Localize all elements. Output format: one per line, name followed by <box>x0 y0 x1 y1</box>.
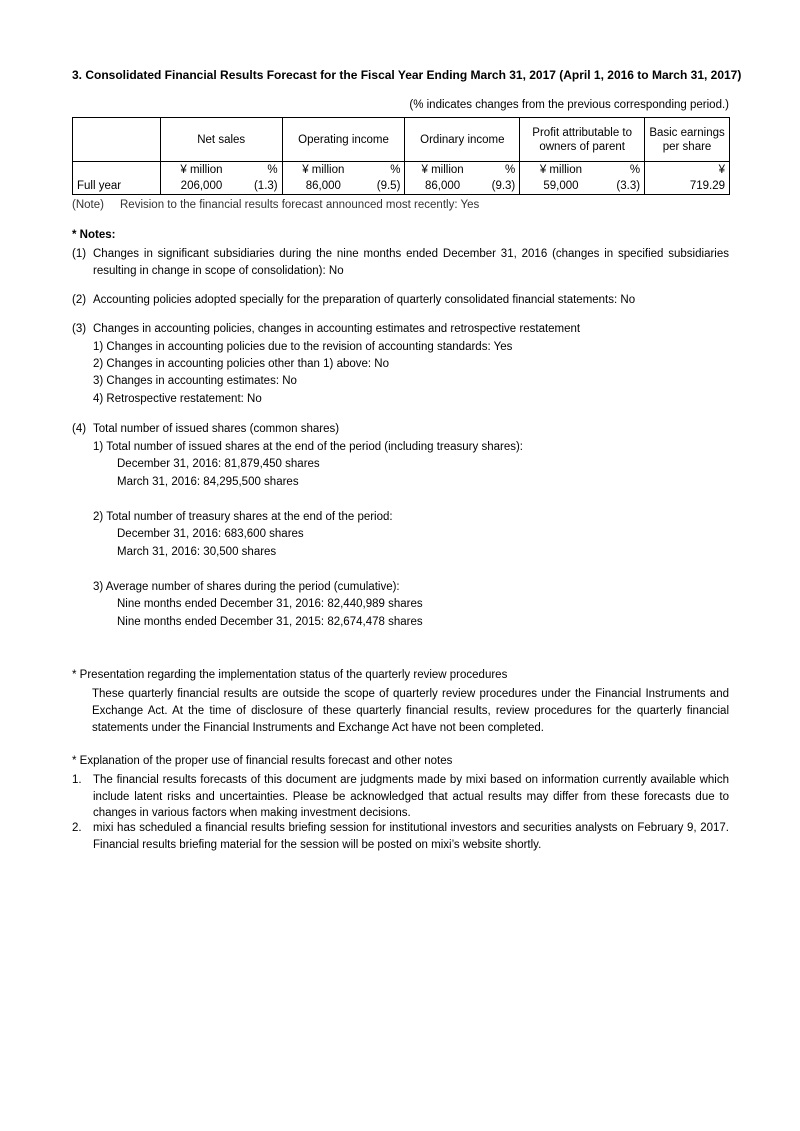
average-shares-line: Nine months ended December 31, 2015: 82,674,478 shares <box>117 616 423 628</box>
forecast-table <box>72 117 730 195</box>
table-caption: (% indicates changes from the previous corresponding period.) <box>409 99 729 111</box>
note-3 <box>72 321 729 338</box>
review-text: These quarterly financial results are outside the scope of quarterly review procedures under the Financial Instruments and Exchange Act. At the time of disclosure of these quarterly financial results, review procedures for the quarterly financial statements under the Financial Instruments and Exchange Act have not been completed. <box>92 688 729 734</box>
treasury-shares-line: December 31, 2016: 683,600 shares <box>117 528 304 540</box>
notes-heading: * Notes: <box>72 229 116 241</box>
note-3-item: 3) Changes in accounting estimates: No <box>93 375 297 387</box>
operating-income-value: 86,000 <box>282 178 364 195</box>
note-number: (2) <box>72 294 87 306</box>
section-title: 3. Consolidated Financial Results Forecast for the Fiscal Year Ending March 31, 2017 (April 1, 2016 to March 31, 2017) <box>72 68 742 82</box>
note-3-item: 4) Retrospective restatement: No <box>93 393 262 405</box>
note-label: (Note) <box>72 199 104 211</box>
shares-issued-label: 1) Total number of issued shares at the end of the period (including treasury shares): <box>93 441 523 453</box>
note-2 <box>72 292 729 309</box>
units-label <box>73 162 161 179</box>
header-empty <box>73 118 161 162</box>
net-sales-pct: (1.3) <box>242 178 282 195</box>
note-text: Revision to the financial results forecast announced most recently: Yes <box>120 199 480 211</box>
header-operating-income: Operating income <box>282 118 405 162</box>
net-sales-value: 206,000 <box>160 178 242 195</box>
explanation-heading: * Explanation of the proper use of financial results forecast and other notes <box>72 755 453 767</box>
table-row <box>73 178 730 195</box>
note-number: (3) <box>72 323 87 335</box>
header-profit: Profit attributable to owners of parent <box>520 118 645 162</box>
profit-value: 59,000 <box>520 178 602 195</box>
header-ordinary-income: Ordinary income <box>405 118 520 162</box>
note-text: Changes in significant subsidiaries during the nine months ended December 31, 2016 (changes in specified subsidiaries resulting in change in scope of consolidation): No <box>93 248 729 277</box>
table-note <box>72 199 479 211</box>
note-text: Changes in accounting policies, changes in accounting estimates and retrospective restatement <box>93 323 581 335</box>
item-number: 2. <box>72 822 82 834</box>
note-3-item: 2) Changes in accounting policies other than 1) above: No <box>93 358 389 370</box>
review-heading: * Presentation regarding the implementation status of the quarterly review procedures <box>72 669 508 681</box>
unit-amount: ¥ million <box>282 162 364 179</box>
profit-pct: (3.3) <box>602 178 645 195</box>
unit-pct: % <box>242 162 282 179</box>
table-units-row <box>73 162 730 179</box>
item-text: mixi has scheduled a financial results briefing session for institutional investors and securities analysts on February 9, 2017. Financial results briefing material for the session will be posted on mixi’s website shortly. <box>93 822 729 851</box>
average-shares-line: Nine months ended December 31, 2016: 82,440,989 shares <box>117 598 423 610</box>
average-shares-label: 3) Average number of shares during the period (cumulative): <box>93 581 400 593</box>
explanation-item-2 <box>72 820 729 853</box>
explanation-item-1 <box>72 772 729 822</box>
header-net-sales: Net sales <box>160 118 282 162</box>
treasury-shares-line: March 31, 2016: 30,500 shares <box>117 546 277 558</box>
note-text: Accounting policies adopted specially for the preparation of quarterly consolidated financial statements: No <box>93 294 636 306</box>
note-3-item: 1) Changes in accounting policies due to the revision of accounting standards: Yes <box>93 341 513 353</box>
operating-income-pct: (9.5) <box>364 178 405 195</box>
unit-pct: % <box>602 162 645 179</box>
shares-issued-line: December 31, 2016: 81,879,450 shares <box>117 458 320 470</box>
unit-pct: % <box>480 162 520 179</box>
unit-amount: ¥ million <box>160 162 242 179</box>
note-number: (1) <box>72 248 87 260</box>
unit-pct: % <box>364 162 405 179</box>
unit-amount: ¥ million <box>520 162 602 179</box>
unit-amount: ¥ million <box>405 162 480 179</box>
note-1 <box>72 246 729 280</box>
treasury-shares-label: 2) Total number of treasury shares at the end of the period: <box>93 511 393 523</box>
header-eps: Basic earnings per share <box>645 118 730 162</box>
table-header-row <box>73 118 730 162</box>
note-4 <box>72 421 729 438</box>
item-number: 1. <box>72 774 82 786</box>
row-label: Full year <box>73 178 161 195</box>
ordinary-income-value: 86,000 <box>405 178 480 195</box>
ordinary-income-pct: (9.3) <box>480 178 520 195</box>
shares-issued-line: March 31, 2016: 84,295,500 shares <box>117 476 299 488</box>
note-number: (4) <box>72 423 87 435</box>
item-text: The financial results forecasts of this document are judgments made by mixi based on information currently available which include latent risks and uncertainties. Please be acknowledged that actual results may differ from these forecasts due to changes in various factors when making investment decisions. <box>93 774 729 819</box>
note-text: Total number of issued shares (common shares) <box>93 423 340 435</box>
eps-value: 719.29 <box>645 178 730 195</box>
unit-eps: ¥ <box>645 162 730 179</box>
